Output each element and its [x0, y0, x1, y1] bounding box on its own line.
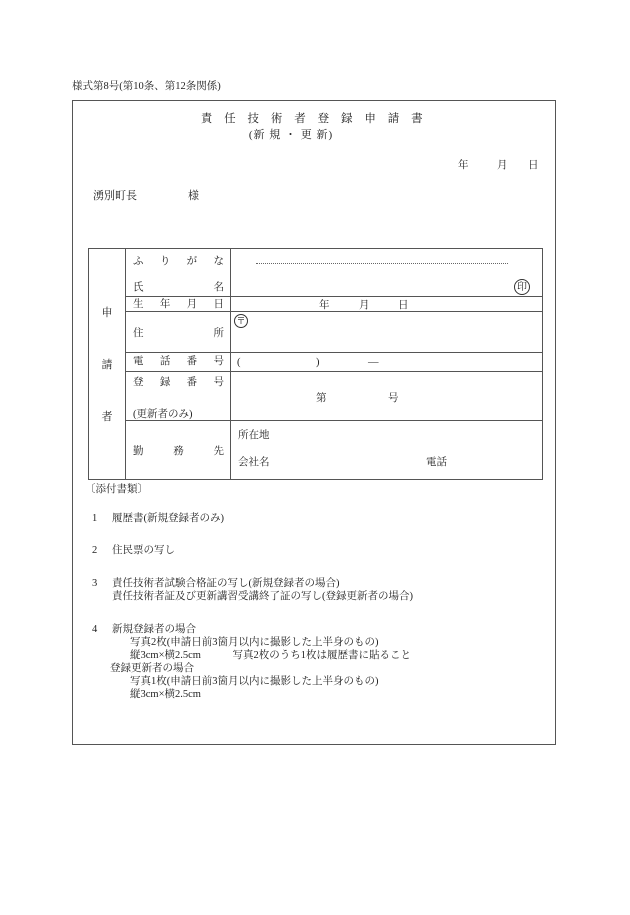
registration-number-label: 登録番号: [133, 377, 224, 388]
registration-number-row: [126, 372, 542, 421]
workplace-tel-label: 電話: [426, 457, 447, 468]
address-label: 住所: [126, 312, 231, 352]
workplace-location-label: 所在地: [238, 430, 270, 441]
side-label-char: 申: [101, 307, 113, 319]
workplace-company-label: 会社名: [238, 457, 270, 468]
attachment-item-4-line2: 写真2枚(申請日前3箇月以内に撮影した上半身のもの): [130, 637, 379, 648]
attachment-item-2-number: 2: [92, 545, 98, 556]
seal-mark: 印: [514, 279, 530, 295]
form-title: 責 任 技 術 者 登 録 申 請 書: [200, 113, 428, 125]
birthdate-row: [126, 297, 542, 312]
attachment-item-2-text: 住民票の写し: [112, 545, 175, 556]
birth-year-label: 年: [319, 300, 330, 311]
attachment-item-1-text: 履歴書(新規登録者のみ): [112, 513, 224, 524]
attachment-item-3-line1: 責任技術者試験合格証の写し(新規登録者の場合): [112, 578, 340, 589]
phone-dash: —: [368, 357, 379, 368]
workplace-row: [126, 421, 542, 479]
attachment-item-4-line5: 写真1枚(申請日前3箇月以内に撮影した上半身のもの): [130, 676, 379, 687]
date-month-label: 月: [497, 160, 508, 171]
furigana-name-row: [126, 249, 542, 297]
attachment-item-4-line6: 縦3cm×横2.5cm: [130, 689, 201, 700]
attachment-item-1-number: 1: [92, 513, 98, 524]
applicant-side-label: [89, 249, 126, 479]
attachment-item-3-line2: 責任技術者証及び更新講習受講終了証の写し(登録更新者の場合): [112, 591, 413, 602]
registration-go-label: 号: [388, 393, 399, 404]
attachment-item-4-line1: 新規登録者の場合: [112, 624, 196, 635]
registration-dai-label: 第: [316, 393, 327, 404]
furigana-fill-line: [256, 256, 508, 264]
name-label: 氏名: [133, 282, 224, 293]
side-label-char: 者: [101, 411, 113, 423]
date-day-label: 日: [528, 160, 539, 171]
form-number-label: 様式第8号(第10条、第12条関係): [72, 81, 221, 92]
form-subtitle: (新 規 ・ 更 新): [248, 129, 334, 141]
birthdate-label: 生年月日: [126, 297, 231, 311]
side-label-char: 請: [101, 359, 113, 371]
attachment-item-4-line3: 縦3cm×横2.5cm 写真2枚のうち1枚は履歴書に貼ること: [130, 650, 411, 661]
date-year-label: 年: [458, 160, 469, 171]
phone-paren-open: (: [237, 357, 241, 368]
birth-day-label: 日: [398, 300, 409, 311]
applicant-table: [88, 248, 543, 480]
attachments-heading: 〔添付書類〕: [85, 484, 148, 495]
postal-mark: 〒: [234, 314, 248, 328]
phone-label: 電話番号: [126, 353, 231, 371]
addressee-honorific: 様: [188, 190, 199, 202]
address-row: [126, 312, 542, 353]
phone-paren-close: ): [316, 357, 320, 368]
renewal-only-note: (更新者のみ): [133, 409, 193, 420]
addressee-name: 湧別町長: [93, 190, 137, 202]
attachment-item-4-line4: 登録更新者の場合: [110, 663, 194, 674]
phone-row: [126, 353, 542, 372]
furigana-label: ふりがな: [133, 256, 224, 267]
workplace-label: 勤務先: [126, 421, 231, 479]
attachment-item-4-number: 4: [92, 624, 98, 635]
attachment-item-3-number: 3: [92, 578, 98, 589]
birth-month-label: 月: [359, 300, 370, 311]
